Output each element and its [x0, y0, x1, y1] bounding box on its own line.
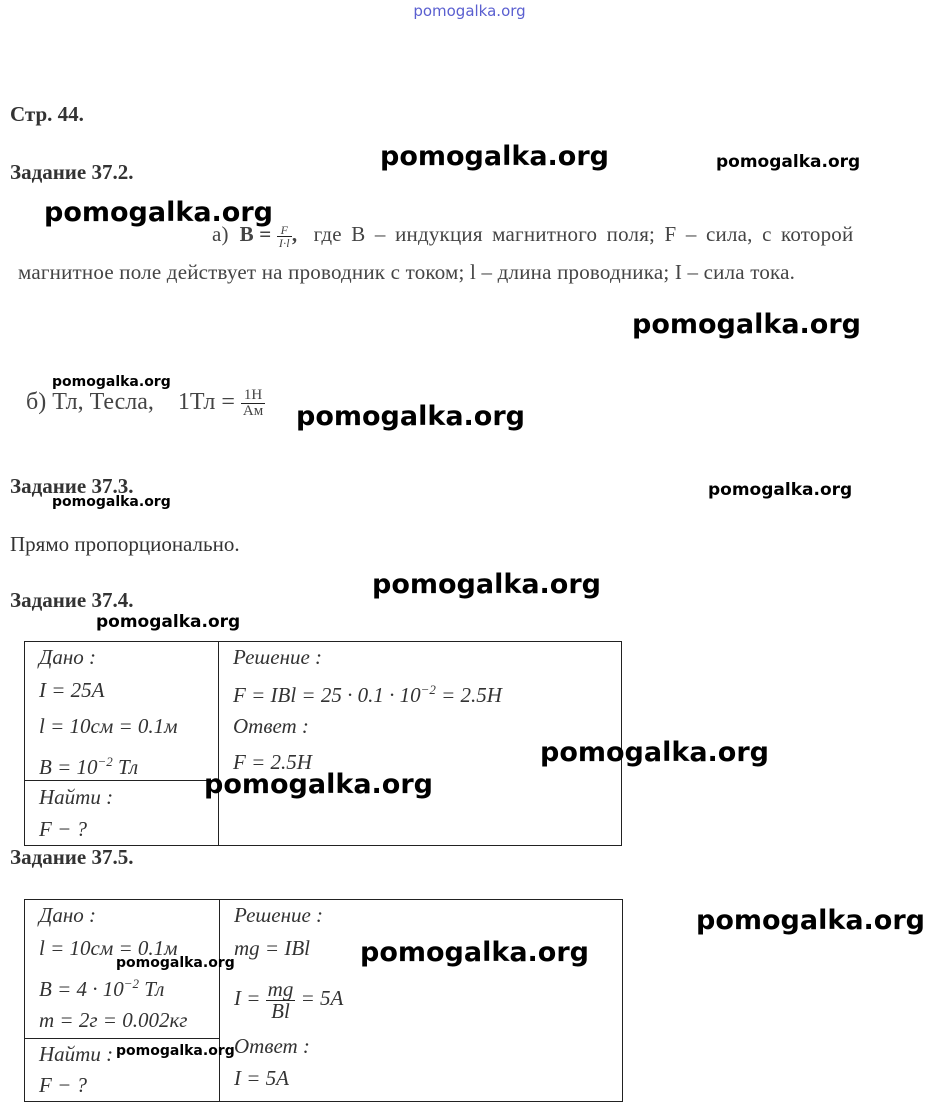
task-37-2-definition-line1: [212, 222, 853, 249]
task-37-3-answer: Прямо пропорционально.: [10, 532, 240, 556]
solution-eq: mg = IBl: [234, 936, 310, 960]
given-length: l = 10см = 0.1м: [39, 936, 178, 960]
watermark: pomogalka.org: [296, 401, 525, 432]
page-ref: Стр. 44.: [10, 102, 84, 126]
watermark: pomogalka.org: [540, 737, 769, 768]
task-37-2-definition-line2: магнитное поле действует на проводник с током; l – длина проводника; I – сила тока.: [18, 260, 796, 284]
solution-tail: = 2.5H: [435, 683, 502, 707]
watermark: pomogalka.org: [360, 937, 589, 968]
watermark: pomogalka.org: [96, 612, 241, 632]
task-37-2-b: [26, 388, 265, 419]
given-b-base: B = 4 · 10: [39, 977, 124, 1001]
site-watermark[interactable]: pomogalka.org: [413, 2, 526, 20]
given-label: Дано :: [39, 903, 97, 927]
given-b-unit: Тл: [139, 977, 165, 1001]
formula-tail: ,: [291, 222, 298, 246]
answer-value: I = 5A: [234, 1066, 289, 1090]
given-b-base: B = 10: [39, 755, 98, 779]
watermark: pomogalka.org: [52, 494, 171, 510]
given-mass: m = 2г = 0.002кг: [39, 1008, 188, 1032]
solution-tail: = 5A: [300, 986, 344, 1010]
find-label: Найти :: [39, 785, 114, 809]
definition-text: где В – индукция магнитного поля; F – сила, с которой: [313, 222, 854, 246]
a-label: а): [212, 222, 229, 246]
formula-fraction: [277, 224, 292, 249]
watermark: pomogalka.org: [632, 309, 861, 340]
task-37-3-title: Задание 37.3.: [10, 474, 134, 498]
solution-base: F = IBl = 25 · 0.1 · 10: [233, 683, 421, 707]
unit-num: 1Н: [241, 388, 265, 404]
solution-lhs: I =: [234, 986, 261, 1010]
given-b-unit: Тл: [112, 755, 139, 779]
solution-num: mg: [267, 976, 294, 1001]
solution-exp: −2: [420, 682, 436, 697]
solution-label: Решение :: [233, 645, 323, 669]
formula-lhs: B =: [239, 222, 272, 246]
b-label: б) Тл, Тесла,: [26, 389, 154, 416]
task-37-4-title: Задание 37.4.: [10, 588, 134, 612]
watermark: pomogalka.org: [116, 1043, 235, 1059]
given-induction: [25, 966, 219, 1002]
solution-fraction-line: [220, 966, 622, 1030]
solution-den: Bl: [271, 998, 290, 1023]
formula-num: F: [277, 224, 292, 237]
find-value: F − ?: [39, 817, 87, 841]
watermark: pomogalka.org: [44, 197, 273, 228]
given-b-exp: −2: [123, 976, 140, 991]
formula-den: I·l: [278, 235, 290, 250]
unit-lhs: 1Тл =: [177, 389, 235, 416]
watermark: pomogalka.org: [696, 905, 925, 936]
answer-label: Ответ :: [233, 714, 309, 738]
unit-den: Ам: [242, 403, 264, 419]
watermark: pomogalka.org: [708, 480, 853, 500]
answer-value: F = 2.5H: [233, 750, 312, 774]
watermark: pomogalka.org: [380, 141, 609, 172]
task-37-5-table: [24, 899, 623, 1102]
given-length: l = 10см = 0.1м: [39, 714, 178, 738]
solution-fraction: [266, 976, 296, 1023]
task-37-2-title: Задание 37.2.: [10, 160, 134, 184]
answer-label: Ответ :: [234, 1034, 310, 1058]
given-current: I = 25A: [39, 678, 105, 702]
watermark: pomogalka.org: [716, 152, 861, 172]
watermark: pomogalka.org: [372, 569, 601, 600]
given-label: Дано :: [39, 645, 97, 669]
watermark: pomogalka.org: [116, 955, 235, 971]
unit-fraction: [241, 388, 265, 419]
given-cell: [25, 642, 219, 781]
solution-cell: [220, 900, 623, 1102]
task-37-4-table: [24, 641, 622, 846]
given-induction: [25, 744, 218, 780]
watermark: pomogalka.org: [52, 374, 171, 390]
solution-formula: [219, 672, 621, 708]
task-37-5-title: Задание 37.5.: [10, 845, 134, 869]
find-value: F − ?: [39, 1073, 87, 1097]
watermark: pomogalka.org: [204, 769, 433, 800]
given-b-exp: −2: [97, 754, 113, 769]
find-label: Найти :: [39, 1042, 114, 1066]
solution-label: Решение :: [234, 903, 324, 927]
find-cell: [25, 781, 219, 846]
